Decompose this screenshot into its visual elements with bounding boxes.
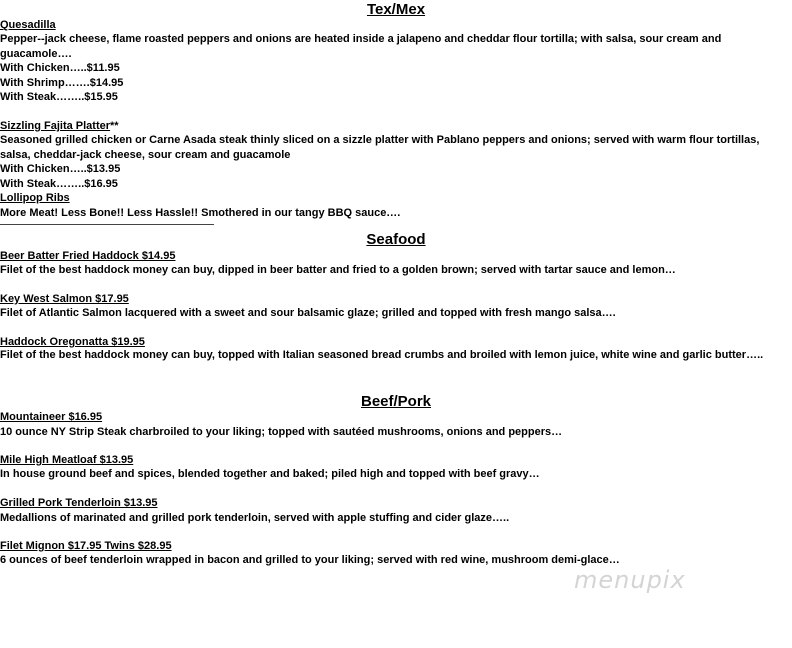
section-divider — [0, 224, 214, 225]
item-name-mountaineer: Mountaineer $16.95 — [0, 411, 103, 423]
item-name-meatloaf: Mile High Meatloaf $13.95 — [0, 454, 134, 466]
item-desc-fajita: Seasoned grilled chicken or Carne Asada steak thinly sliced on a sizzle platter with Pablano peppers and onions; served with warm flour tortillas, salsa, cheddar-jack cheese, sour cream and guacamole — [0, 134, 760, 161]
fajita-mark: ** — [110, 120, 119, 132]
item-desc-ribs: More Meat! Less Bone!! Less Hassle!! Smothered in our tangy BBQ sauce…. — [0, 207, 401, 219]
quesadilla-option-chicken: With Chicken…..$11.95 — [0, 62, 120, 74]
item-desc-pork-tenderloin: Medallions of marinated and grilled pork tenderloin, served with apple stuffing and cider glaze….. — [0, 512, 510, 524]
section-title-seafood: Seafood — [366, 231, 426, 248]
item-name-quesadilla: Quesadilla — [0, 19, 56, 31]
menupix-watermark: menupix — [574, 566, 686, 594]
section-title-texmex: Tex/Mex — [366, 1, 426, 18]
item-desc-fried-haddock: Filet of the best haddock money can buy, dipped in beer batter and fried to a golden brown; served with tartar sauce and lemon… — [0, 264, 676, 276]
item-desc-filet-mignon: 6 ounces of beef tenderloin wrapped in bacon and grilled to your liking; served with red wine, mushroom demi-glace… — [0, 554, 620, 566]
item-desc-key-west-salmon: Filet of Atlantic Salmon lacquered with a sweet and sour balsamic glaze; grilled and topped with fresh mango salsa…. — [0, 307, 616, 319]
fajita-option-chicken: With Chicken…..$13.95 — [0, 163, 121, 175]
item-name-pork-tenderloin: Grilled Pork Tenderloin $13.95 — [0, 497, 158, 509]
item-name-key-west-salmon: Key West Salmon $17.95 — [0, 293, 129, 305]
section-title-beefpork: Beef/Pork — [360, 393, 432, 410]
item-name-fried-haddock: Beer Batter Fried Haddock $14.95 — [0, 250, 176, 262]
quesadilla-option-shrimp: With Shrimp…….$14.95 — [0, 77, 124, 89]
item-desc-haddock-oregonatta: Filet of the best haddock money can buy, topped with Italian seasoned bread crumbs and broiled with lemon juice, white wine and garlic butter….. — [0, 349, 764, 361]
item-name-haddock-oregonatta: Haddock Oregonatta $19.95 — [0, 336, 145, 348]
item-desc-mountaineer: 10 ounce NY Strip Steak charbroiled to your liking; topped with sautéed mushrooms, onions and peppers… — [0, 426, 563, 438]
quesadilla-option-steak: With Steak……..$15.95 — [0, 91, 118, 103]
fajita-name: Sizzling Fajita Platter — [0, 120, 111, 132]
fajita-option-steak: With Steak……..$16.95 — [0, 178, 118, 190]
item-desc-meatloaf: In house ground beef and spices, blended together and baked; piled high and topped with beef gravy… — [0, 468, 540, 480]
item-name-fajita — [0, 119, 119, 133]
item-desc-quesadilla: Pepper--jack cheese, flame roasted peppers and onions are heated inside a jalapeno and cheddar flour tortilla; with salsa, sour cream and guacamole…. — [0, 33, 722, 60]
item-name-filet-mignon: Filet Mignon $17.95 Twins $28.95 — [0, 540, 172, 552]
item-name-ribs: Lollipop Ribs — [0, 192, 70, 204]
